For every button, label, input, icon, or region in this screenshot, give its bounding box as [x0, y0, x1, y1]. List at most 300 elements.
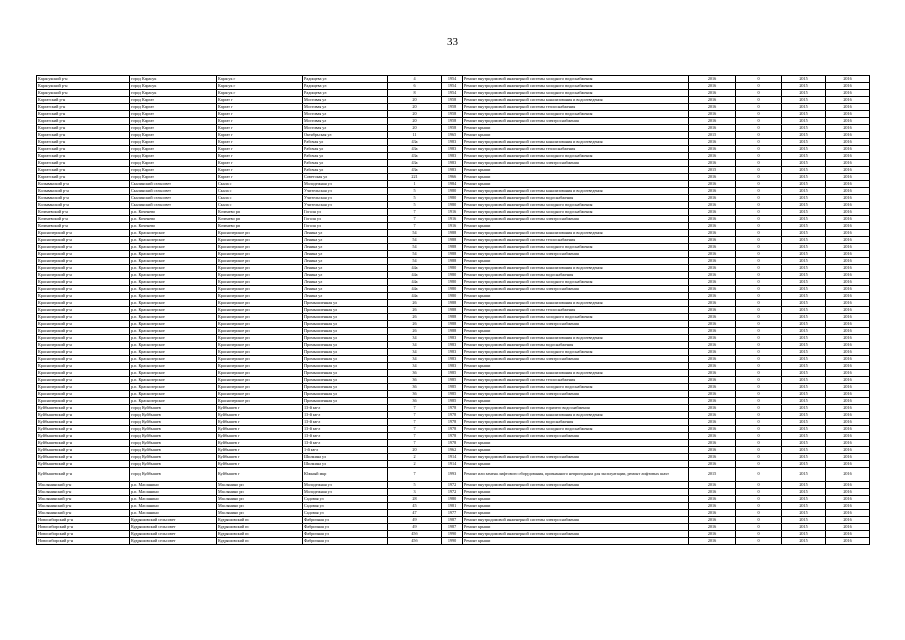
plan-year-cell: 2016 [689, 230, 736, 237]
period-end-cell: 2016 [826, 405, 870, 412]
plan-year-cell: 2016 [689, 482, 736, 489]
house-number-cell: 34 [388, 349, 442, 356]
period-end-cell: 2016 [826, 349, 870, 356]
street-cell: 13-й кв-л [303, 405, 388, 412]
period-end-cell: 2016 [826, 90, 870, 97]
house-number-cell: 20 [388, 447, 442, 454]
house-number-cell: 34 [388, 363, 442, 370]
period-end-cell: 2016 [826, 489, 870, 496]
year-built-cell: 1980 [442, 286, 463, 293]
street-cell: Промышленная ул [303, 321, 388, 328]
street-cell: Промышленная ул [303, 356, 388, 363]
table-row [37, 174, 870, 181]
amount-cell: 0 [736, 433, 782, 440]
work-type-cell: Ремонт внутридомовой инженерной системы электроснабжения [463, 216, 689, 223]
locality-cell: Кудряшовский пс [217, 531, 303, 538]
table-row [37, 510, 870, 517]
period-start-cell: 2015 [782, 230, 826, 237]
work-type-cell: Ремонт внутридомовой инженерной системы электроснабжения [463, 160, 689, 167]
table-row [37, 398, 870, 405]
period-start-cell: 2015 [782, 139, 826, 146]
table-row [37, 370, 870, 377]
municipality-cell: город Карасук [130, 90, 217, 97]
house-number-cell: 8 [388, 90, 442, 97]
locality-cell: Коченево рп [217, 223, 303, 230]
period-end-cell: 2016 [826, 125, 870, 132]
house-number-cell: 2 [388, 461, 442, 468]
work-type-cell: Ремонт внутридомовой инженерной системы канализования и водоотведения [463, 97, 689, 104]
district-cell: Маслянинский р-н [37, 482, 130, 489]
plan-year-cell: 2016 [689, 321, 736, 328]
amount-cell: 0 [736, 181, 782, 188]
work-type-cell: Ремонт или замена лифтового оборудования, признанного непригодным для эксплуатации, ремонт лифтовых шахт [463, 468, 689, 482]
street-cell: Учительская ул [303, 202, 388, 209]
year-built-cell: 1980 [442, 272, 463, 279]
plan-year-cell: 2016 [689, 391, 736, 398]
period-end-cell: 2016 [826, 146, 870, 153]
street-cell: Фабричная ул [303, 538, 388, 545]
street-cell: Южный мкр [303, 468, 388, 482]
municipality-cell: город Каргат [130, 174, 217, 181]
period-end-cell: 2016 [826, 83, 870, 90]
period-end-cell: 2016 [826, 181, 870, 188]
table-row [37, 349, 870, 356]
table-row [37, 90, 870, 97]
year-built-cell: 1981 [442, 503, 463, 510]
table-row [37, 132, 870, 139]
work-type-cell: Ремонт внутридомовой инженерной системы водоснабжения [463, 195, 689, 202]
street-cell: 13-й кв-л [303, 426, 388, 433]
year-built-cell: 1914 [442, 461, 463, 468]
table-row [37, 251, 870, 258]
house-number-cell: 20 [388, 125, 442, 132]
district-cell: Краснозерский р-н [37, 279, 130, 286]
house-number-cell: 20 [388, 104, 442, 111]
street-cell: Советская ул [303, 174, 388, 181]
amount-cell: 0 [736, 377, 782, 384]
municipality-cell: Кудряшовский сельсовет [130, 531, 217, 538]
house-number-cell: 54 [388, 258, 442, 265]
work-type-cell: Ремонт крыши [463, 538, 689, 545]
work-type-cell: Ремонт внутридомовой инженерной системы холодного водоснабжения [463, 202, 689, 209]
locality-cell: Карасук г [217, 76, 303, 83]
municipality-cell: Скалинский сельсовет [130, 188, 217, 195]
locality-cell: Краснозерское рп [217, 272, 303, 279]
table-row [37, 244, 870, 251]
district-cell: Новосибирский р-н [37, 531, 130, 538]
plan-year-cell: 2016 [689, 426, 736, 433]
locality-cell: Куйбышев г [217, 440, 303, 447]
municipality-cell: р.п. Краснозерское [130, 335, 217, 342]
house-number-cell: 7 [388, 412, 442, 419]
street-cell: Ленина ул [303, 293, 388, 300]
locality-cell: Краснозерское рп [217, 314, 303, 321]
district-cell: Новосибирский р-н [37, 517, 130, 524]
period-start-cell: 2015 [782, 412, 826, 419]
municipality-cell: город Куйбышев [130, 468, 217, 482]
work-type-cell: Ремонт внутридомовой инженерной системы теплоснабжения [463, 146, 689, 153]
amount-cell: 0 [736, 419, 782, 426]
district-cell: Краснозерский р-н [37, 321, 130, 328]
amount-cell: 0 [736, 223, 782, 230]
year-built-cell: 1985 [442, 398, 463, 405]
table-body [37, 76, 870, 545]
work-type-cell: Ремонт крыши [463, 496, 689, 503]
table-row [37, 153, 870, 160]
locality-cell: Куйбышев г [217, 426, 303, 433]
period-start-cell: 2015 [782, 209, 826, 216]
district-cell: Маслянинский р-н [37, 489, 130, 496]
locality-cell: Скала с [217, 202, 303, 209]
work-type-cell: Ремонт крыши [463, 167, 689, 174]
period-end-cell: 2016 [826, 202, 870, 209]
year-built-cell: 1914 [442, 454, 463, 461]
municipality-cell: р.п. Краснозерское [130, 300, 217, 307]
table-row [37, 265, 870, 272]
street-cell: Промышленная ул [303, 307, 388, 314]
amount-cell: 0 [736, 237, 782, 244]
street-cell: 13-й кв-л [303, 440, 388, 447]
plan-year-cell: 2016 [689, 307, 736, 314]
work-type-cell: Ремонт внутридомовой инженерной системы водоснабжения [463, 419, 689, 426]
locality-cell: Каргат г [217, 111, 303, 118]
work-type-cell: Ремонт внутридомовой инженерной системы электроснабжения [463, 433, 689, 440]
table-row [37, 258, 870, 265]
work-type-cell: Ремонт крыши [463, 461, 689, 468]
locality-cell: Краснозерское рп [217, 377, 303, 384]
work-type-cell: Ремонт внутридомовой инженерной системы канализования и водоотведения [463, 139, 689, 146]
house-number-cell: 5 [388, 188, 442, 195]
period-end-cell: 2016 [826, 531, 870, 538]
locality-cell: Краснозерское рп [217, 349, 303, 356]
municipality-cell: р.п. Краснозерское [130, 370, 217, 377]
period-start-cell: 2015 [782, 447, 826, 454]
table-row [37, 181, 870, 188]
period-start-cell: 2015 [782, 244, 826, 251]
year-built-cell: 1980 [442, 496, 463, 503]
work-type-cell: Ремонт крыши [463, 258, 689, 265]
amount-cell: 0 [736, 440, 782, 447]
plan-year-cell: 2016 [689, 433, 736, 440]
period-end-cell: 2016 [826, 468, 870, 482]
amount-cell: 0 [736, 230, 782, 237]
table-row [37, 216, 870, 223]
locality-cell: Кудряшовский пс [217, 517, 303, 524]
street-cell: Мостовая ул [303, 125, 388, 132]
district-cell: Куйбышевский р-н [37, 426, 130, 433]
amount-cell: 0 [736, 174, 782, 181]
street-cell: Фабричная ул [303, 524, 388, 531]
plan-year-cell: 2015 [689, 167, 736, 174]
year-built-cell: 1983 [442, 167, 463, 174]
work-type-cell: Ремонт внутридомовой инженерной системы канализования и водоотведения [463, 230, 689, 237]
period-start-cell: 2015 [782, 188, 826, 195]
year-built-cell: 1983 [442, 363, 463, 370]
street-cell: Фабричная ул [303, 531, 388, 538]
house-number-cell: 7 [388, 426, 442, 433]
street-cell: Рабочая ул [303, 167, 388, 174]
street-cell: Промышленная ул [303, 314, 388, 321]
period-start-cell: 2015 [782, 335, 826, 342]
work-type-cell: Ремонт внутридомовой инженерной системы канализования и водоотведения [463, 188, 689, 195]
house-number-cell: 20 [388, 111, 442, 118]
district-cell: Куйбышевский р-н [37, 461, 130, 468]
district-cell: Краснозерский р-н [37, 349, 130, 356]
work-type-cell: Ремонт крыши [463, 181, 689, 188]
house-number-cell: 26 [388, 314, 442, 321]
table-row [37, 83, 870, 90]
period-end-cell: 2016 [826, 538, 870, 545]
district-cell: Краснозерский р-н [37, 272, 130, 279]
period-end-cell: 2016 [826, 524, 870, 531]
street-cell: Гоголя ул [303, 216, 388, 223]
amount-cell: 0 [736, 279, 782, 286]
street-cell: Фабричная ул [303, 517, 388, 524]
locality-cell: Каргат г [217, 153, 303, 160]
house-number-cell: 36 [388, 384, 442, 391]
work-type-cell: Ремонт крыши [463, 125, 689, 132]
table-row [37, 321, 870, 328]
municipality-cell: р.п. Краснозерское [130, 356, 217, 363]
locality-cell: Куйбышев г [217, 412, 303, 419]
plan-year-cell: 2016 [689, 447, 736, 454]
district-cell: Куйбышевский р-н [37, 440, 130, 447]
period-end-cell: 2016 [826, 76, 870, 83]
amount-cell: 0 [736, 202, 782, 209]
municipality-cell: город Каргат [130, 139, 217, 146]
work-type-cell: Ремонт внутридомовой инженерной системы водоснабжения [463, 342, 689, 349]
period-end-cell: 2016 [826, 433, 870, 440]
amount-cell: 0 [736, 118, 782, 125]
street-cell: Ленина ул [303, 251, 388, 258]
table-row [37, 188, 870, 195]
municipality-cell: город Каргат [130, 160, 217, 167]
street-cell: Промышленная ул [303, 370, 388, 377]
amount-cell: 0 [736, 265, 782, 272]
locality-cell: Краснозерское рп [217, 391, 303, 398]
year-built-cell: 1983 [442, 146, 463, 153]
period-end-cell: 2016 [826, 447, 870, 454]
municipality-cell: р.п. Краснозерское [130, 391, 217, 398]
period-start-cell: 2015 [782, 174, 826, 181]
table-row [37, 454, 870, 461]
locality-cell: Куйбышев г [217, 419, 303, 426]
municipality-cell: город Куйбышев [130, 426, 217, 433]
district-cell: Краснозерский р-н [37, 384, 130, 391]
table-row [37, 412, 870, 419]
year-built-cell: 1980 [442, 202, 463, 209]
amount-cell: 0 [736, 83, 782, 90]
locality-cell: Каргат г [217, 139, 303, 146]
street-cell: Шилкина ул [303, 461, 388, 468]
plan-year-cell: 2016 [689, 188, 736, 195]
plan-year-cell: 2016 [689, 265, 736, 272]
work-type-cell: Ремонт внутридомовой инженерной системы холодного водоснабжения [463, 111, 689, 118]
period-start-cell: 2015 [782, 538, 826, 545]
municipality-cell: р.п. Краснозерское [130, 279, 217, 286]
period-start-cell: 2015 [782, 489, 826, 496]
plan-year-cell: 2016 [689, 517, 736, 524]
locality-cell: Краснозерское рп [217, 363, 303, 370]
house-number-cell: 11 [388, 132, 442, 139]
municipality-cell: город Куйбышев [130, 412, 217, 419]
year-built-cell: 1978 [442, 419, 463, 426]
district-cell: Краснозерский р-н [37, 258, 130, 265]
plan-year-cell: 2016 [689, 118, 736, 125]
locality-cell: Маслянино рп [217, 510, 303, 517]
plan-year-cell: 2016 [689, 272, 736, 279]
plan-year-cell: 2016 [689, 356, 736, 363]
locality-cell: Куйбышев г [217, 454, 303, 461]
municipality-cell: р.п. Краснозерское [130, 265, 217, 272]
period-end-cell: 2016 [826, 223, 870, 230]
locality-cell: Каргат г [217, 125, 303, 132]
period-start-cell: 2015 [782, 195, 826, 202]
plan-year-cell: 2016 [689, 461, 736, 468]
year-built-cell: 1983 [442, 342, 463, 349]
street-cell: Промышленная ул [303, 391, 388, 398]
amount-cell: 0 [736, 531, 782, 538]
amount-cell: 0 [736, 363, 782, 370]
house-number-cell: 36 [388, 377, 442, 384]
year-built-cell: 1988 [442, 244, 463, 251]
plan-year-cell: 2016 [689, 531, 736, 538]
locality-cell: Скала с [217, 181, 303, 188]
table-row [37, 111, 870, 118]
municipality-cell: город Каргат [130, 97, 217, 104]
municipality-cell: р.п. Краснозерское [130, 314, 217, 321]
locality-cell: Краснозерское рп [217, 286, 303, 293]
municipality-cell: р.п. Краснозерское [130, 342, 217, 349]
table-row [37, 328, 870, 335]
period-start-cell: 2015 [782, 216, 826, 223]
table-row [37, 440, 870, 447]
house-number-cell: 45 [388, 503, 442, 510]
district-cell: Краснозерский р-н [37, 342, 130, 349]
capital-repair-table [36, 75, 870, 545]
period-end-cell: 2016 [826, 321, 870, 328]
house-number-cell: 36 [388, 391, 442, 398]
table-row [37, 356, 870, 363]
amount-cell: 0 [736, 496, 782, 503]
period-start-cell: 2015 [782, 104, 826, 111]
street-cell: Мостовая ул [303, 118, 388, 125]
year-built-cell: 1958 [442, 118, 463, 125]
table-row [37, 223, 870, 230]
period-end-cell: 2016 [826, 300, 870, 307]
period-start-cell: 2015 [782, 363, 826, 370]
period-end-cell: 2016 [826, 160, 870, 167]
period-end-cell: 2016 [826, 370, 870, 377]
work-type-cell: Ремонт крыши [463, 440, 689, 447]
municipality-cell: Кудряшовский сельсовет [130, 524, 217, 531]
period-start-cell: 2015 [782, 377, 826, 384]
work-type-cell: Ремонт внутридомовой инженерной системы электроснабжения [463, 482, 689, 489]
house-number-cell: 44а [388, 265, 442, 272]
municipality-cell: р.п. Краснозерское [130, 363, 217, 370]
year-built-cell: 1988 [442, 328, 463, 335]
locality-cell: Куйбышев г [217, 468, 303, 482]
period-start-cell: 2015 [782, 314, 826, 321]
work-type-cell: Ремонт внутридомовой инженерной системы горячего водоснабжения [463, 405, 689, 412]
house-number-cell: 44а [388, 286, 442, 293]
amount-cell: 0 [736, 342, 782, 349]
amount-cell: 0 [736, 447, 782, 454]
house-number-cell: 3 [388, 489, 442, 496]
period-end-cell: 2016 [826, 139, 870, 146]
period-end-cell: 2016 [826, 111, 870, 118]
amount-cell: 0 [736, 244, 782, 251]
amount-cell: 0 [736, 349, 782, 356]
table-row [37, 76, 870, 83]
amount-cell: 0 [736, 125, 782, 132]
period-end-cell: 2016 [826, 209, 870, 216]
street-cell: Промышленная ул [303, 300, 388, 307]
table-row [37, 377, 870, 384]
plan-year-cell: 2016 [689, 503, 736, 510]
locality-cell: Каргат г [217, 167, 303, 174]
amount-cell: 0 [736, 132, 782, 139]
plan-year-cell: 2016 [689, 377, 736, 384]
plan-year-cell: 2016 [689, 104, 736, 111]
district-cell: Каргатский р-н [37, 111, 130, 118]
table-row [37, 524, 870, 531]
year-built-cell: 1988 [442, 307, 463, 314]
plan-year-cell: 2016 [689, 237, 736, 244]
district-cell: Краснозерский р-н [37, 293, 130, 300]
locality-cell: Краснозерское рп [217, 293, 303, 300]
house-number-cell: 5 [388, 195, 442, 202]
municipality-cell: город Куйбышев [130, 440, 217, 447]
period-start-cell: 2015 [782, 349, 826, 356]
year-built-cell: 1978 [442, 405, 463, 412]
period-start-cell: 2015 [782, 167, 826, 174]
district-cell: Куйбышевский р-н [37, 468, 130, 482]
year-built-cell: 1983 [442, 356, 463, 363]
table-row [37, 139, 870, 146]
house-number-cell: 7 [388, 216, 442, 223]
locality-cell: Краснозерское рп [217, 258, 303, 265]
street-cell: Промышленная ул [303, 384, 388, 391]
house-number-cell: 7 [388, 468, 442, 482]
street-cell: Промышленная ул [303, 363, 388, 370]
period-end-cell: 2016 [826, 279, 870, 286]
street-cell: Ленина ул [303, 272, 388, 279]
municipality-cell: город Каргат [130, 111, 217, 118]
street-cell: Ленина ул [303, 265, 388, 272]
municipality-cell: р.п. Краснозерское [130, 251, 217, 258]
house-number-cell: 54 [388, 251, 442, 258]
page-number: 33 [447, 36, 458, 48]
locality-cell: Куйбышев г [217, 447, 303, 454]
year-built-cell: 1978 [442, 426, 463, 433]
plan-year-cell: 2015 [689, 468, 736, 482]
year-built-cell: 1980 [442, 265, 463, 272]
locality-cell: Краснозерское рп [217, 265, 303, 272]
locality-cell: Краснозерское рп [217, 230, 303, 237]
municipality-cell: Скалинский сельсовет [130, 195, 217, 202]
street-cell: Ленина ул [303, 244, 388, 251]
street-cell: Промышленная ул [303, 349, 388, 356]
locality-cell: Каргат г [217, 104, 303, 111]
municipality-cell: р.п. Краснозерское [130, 349, 217, 356]
house-number-cell: 28 [388, 496, 442, 503]
period-start-cell: 2015 [782, 405, 826, 412]
work-type-cell: Ремонт внутридомовой инженерной системы холодного водоснабжения [463, 90, 689, 97]
house-number-cell: 7 [388, 433, 442, 440]
period-start-cell: 2015 [782, 384, 826, 391]
amount-cell: 0 [736, 153, 782, 160]
